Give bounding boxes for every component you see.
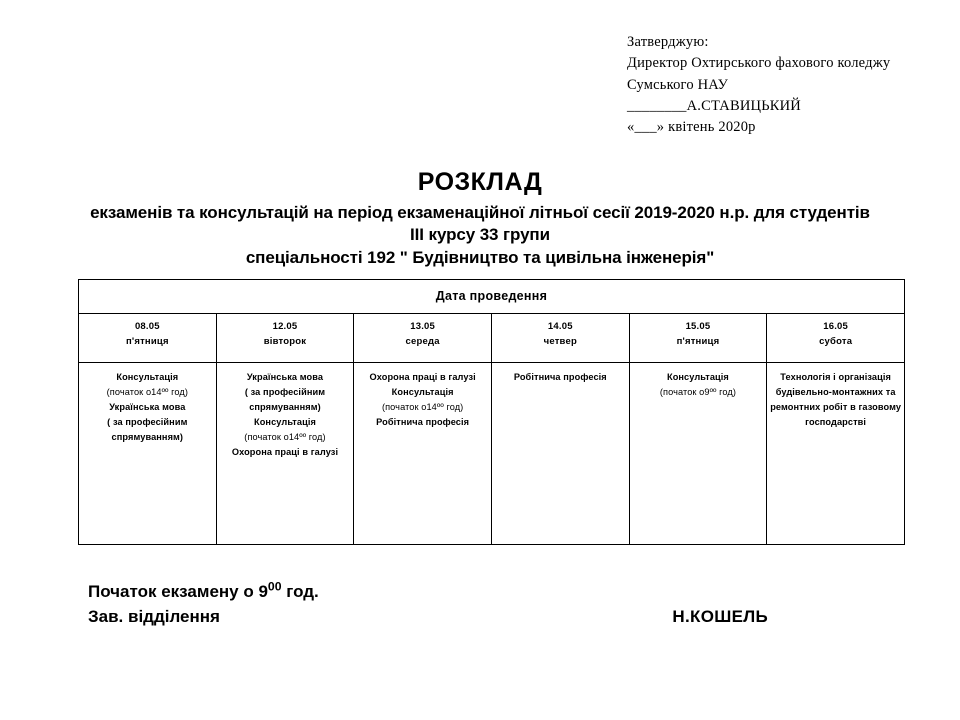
schedule-line: ( за професійним — [107, 416, 188, 427]
schedule-line: (початок о14ºº год) — [106, 386, 189, 397]
weekday-value-2: вівторок — [263, 335, 307, 347]
schedule-line: Консультація — [116, 372, 179, 382]
footer-block — [88, 580, 768, 629]
date-value-5: 15.05 — [685, 321, 711, 332]
approval-line-2: Директор Охтирського фахового коледжу — [627, 55, 891, 72]
schedule-line: ремонтних робіт в газовому — [770, 401, 902, 412]
approval-line-1: Затверджую: — [627, 34, 709, 50]
approval-block — [627, 32, 937, 139]
schedule-cell-4 — [491, 363, 629, 545]
date-value-6: 16.05 — [823, 321, 849, 332]
schedule-line: (початок о9ºº год) — [659, 386, 737, 397]
schedule-line: (початок о14ºº год) — [381, 401, 464, 412]
schedule-line: Робітнича професія — [513, 372, 607, 382]
schedule-cell-6 — [767, 363, 905, 545]
weekday-value-1: п'ятниця — [125, 335, 169, 347]
date-cell-2 — [216, 314, 354, 363]
weekday-value-3: середа — [405, 335, 440, 347]
exam-start-suffix: год. — [281, 582, 319, 601]
title-block — [0, 168, 960, 270]
date-cell-4 — [491, 314, 629, 363]
approval-signature-line: ________А.СТАВИЦЬКИЙ — [627, 97, 801, 114]
table-header-date-label: Дата проведення — [79, 280, 905, 314]
weekday-value-6: субота — [819, 335, 853, 347]
date-cell-6 — [767, 314, 905, 363]
schedule-line: Українська мова — [109, 401, 186, 412]
date-cell-1 — [79, 314, 217, 363]
approval-line-3: Сумського НАУ — [627, 76, 729, 93]
schedule-line: ( за професійним — [244, 386, 326, 397]
date-cell-5 — [629, 314, 767, 363]
page-title: РОЗКЛАД — [417, 168, 543, 196]
weekday-value-5: п'ятниця — [676, 335, 720, 347]
schedule-line: Технологія і організація — [780, 372, 891, 382]
schedule-cell-3 — [354, 363, 492, 545]
date-value-1: 08.05 — [134, 321, 160, 332]
schedule-cell-2 — [216, 363, 354, 545]
table-header-row — [79, 280, 905, 314]
subtitle-line-2: ІІІ курсу 33 групи — [410, 225, 550, 245]
schedule-line: (початок о14ºº год) — [244, 431, 326, 442]
schedule-cell-1 — [79, 363, 217, 545]
date-value-4: 14.05 — [547, 321, 573, 332]
schedule-line: Робітнича професія — [376, 416, 470, 427]
schedule-line: Консультація — [391, 386, 454, 397]
schedule-line: Охорона праці в галузі — [369, 372, 476, 382]
approval-date-line: «___» квітень 2020р — [627, 119, 756, 136]
schedule-line: спрямуванням) — [249, 401, 321, 412]
date-cell-3 — [354, 314, 492, 363]
schedule-line: господарстві — [805, 416, 867, 427]
department-head-row — [88, 605, 768, 630]
department-head-label: Зав. відділення — [88, 606, 220, 626]
date-value-2: 12.05 — [272, 321, 298, 332]
schedule-line: Консультація — [666, 372, 729, 382]
schedule-line: Консультація — [254, 416, 316, 427]
table-content-row — [79, 363, 905, 545]
subtitle-line-1: екзаменів та консультацій на період екзаменаційної літньої сесії 2019-2020 н.р. для студентів — [90, 202, 870, 222]
exam-start-superscript: 00 — [267, 579, 282, 594]
schedule-line: спрямуванням) — [111, 431, 184, 442]
exam-start-note — [88, 580, 768, 605]
page-subtitle — [0, 202, 960, 270]
weekday-value-4: четвер — [543, 335, 577, 347]
date-value-3: 13.05 — [410, 321, 436, 332]
department-head-name: Н.КОШЕЛЬ — [672, 606, 768, 626]
schedule-table — [78, 279, 905, 545]
table-date-row — [79, 314, 905, 363]
exam-start-prefix: Початок екзамену о 9 — [88, 582, 268, 601]
schedule-line: Українська мова — [246, 372, 324, 382]
schedule-line: будівельно-монтажних та — [775, 386, 896, 397]
subtitle-line-3: спеціальності 192 " Будівництво та цивільна інженерія" — [245, 247, 715, 267]
schedule-cell-5 — [629, 363, 767, 545]
schedule-line: Охорона праці в галузі — [231, 446, 339, 457]
